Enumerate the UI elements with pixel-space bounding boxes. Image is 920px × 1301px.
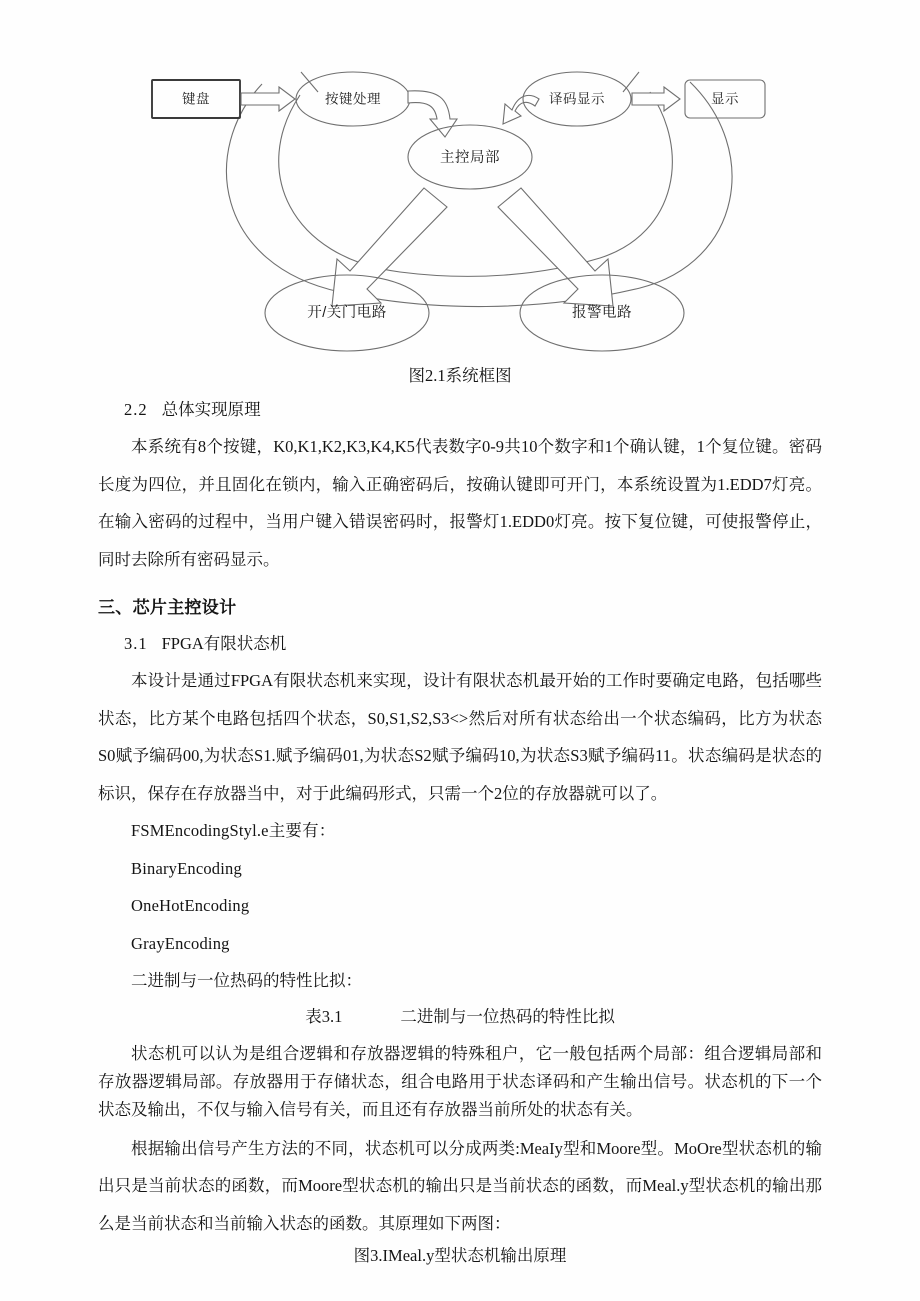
table-3-1-title: 二进制与一位热码的特性比拟 (400, 1006, 615, 1026)
arrow-keyboard-to-keyprocess (241, 87, 295, 111)
encoding-item-onehot: OneHotEncoding (131, 896, 250, 915)
arrow-maincontrol-to-doorcircuit (332, 188, 447, 306)
figure-2-1-caption: 图2.1系统框图 (408, 366, 512, 385)
outer-feedback-arc (226, 82, 732, 307)
table-3-1-caption (98, 1000, 822, 1034)
paragraph-2-2: 本系统有8个按键，K0,K1,K2,K3,K4,K5代表数字0-9共10个数字和1个确认键，1个复位键。密码长度为四位，并且固化在锁内，输入正确密码后，按确认键即可开门，本系统设置为1.EDD7灯亮。在输入密码的过程中，当用户键入错误密码时，报警灯1.EDD0灯亮。按下复位键，可使报警停止，同时去除所有密码显示。 (98, 437, 822, 569)
section-heading-2-2 (98, 394, 822, 426)
decodedisplay-label: 译码显示 (549, 91, 605, 107)
document-body (98, 362, 822, 1274)
inner-feedback-arc (279, 92, 673, 276)
encoding-item-gray: GrayEncoding (131, 933, 230, 953)
encoding-item-binary: BinaryEncoding (131, 858, 242, 878)
encoding-compare-intro: 二进制与一位热码的特性比拟： (131, 971, 362, 990)
keyprocess-label: 按键处理 (325, 91, 381, 107)
doorcircuit-label: 开/关门电路 (307, 304, 387, 321)
paragraph-mealy-moore: 根据输出信号产生方法的不同，状态机可以分成两类:MeaIy型和Moore型。MoOre型状态机的输出只是当前状态的函数，而Moore型状态机的输出只是当前状态的函数，而Meal.y型状态机的输出那么是当前状态和当前输入状态的函数。其原理如下两图： (98, 1138, 822, 1233)
section-heading-3-1 (98, 628, 822, 660)
tick-right (623, 72, 639, 92)
paragraph-3-1: 本设计是通过FPGA有限状态机来实现，设计有限状态机最开始的工作时要确定电路，包括哪些状态，比方某个电路包括四个状态，S0,S1,S2,S3<>然后对所有状态给出一个状态编码，比方为状态S0赋予编码00,为状态S1.赋予编码01,为状态S2赋予编码10,为状态S3赋予编码11。状态编码是状态的标识，保存在存放器当中，对于此编码形式，只需一个2位的存放器就可以了。 (98, 671, 822, 803)
section-number-2-2: 2.2 (124, 400, 148, 419)
display-label: 显示 (711, 91, 739, 107)
fsm-encoding-style-intro: FSMEncodingStyl.e主要有： (131, 821, 336, 840)
keyboard-label: 键盘 (182, 91, 210, 107)
tick-left (301, 72, 318, 92)
section-number-3-1: 3.1 (124, 634, 148, 653)
paragraph-fsm-definition: 状态机可以认为是组合逻辑和存放器逻辑的特殊租户，它一般包括两个局部：组合逻辑局部和存放器逻辑局部。存放器用于存储状态，组合电路用于状态译码和产生输出信号。状态机的下一个状态及输出，不仅与输入信号有关，而且还有存放器当前所处的状态有关。 (98, 1043, 822, 1119)
figure-3-1-caption: 图3.IMeal.y型状态机输出原理 (353, 1246, 567, 1265)
maincontrol-label: 主控局部 (440, 149, 500, 166)
chapter-heading-3: 三、芯片主控设计 (98, 598, 237, 617)
section-title-3-1: FPGA有限状态机 (161, 634, 287, 653)
figure-system-block-diagram (0, 0, 920, 355)
table-3-1-label: 表3.1 (305, 1006, 343, 1026)
arrow-maincontrol-to-alarmcircuit (498, 188, 613, 306)
system-block-diagram-svg (0, 0, 920, 355)
arrow-keyprocess-to-maincontrol (408, 91, 457, 137)
alarmcircuit-label: 报警电路 (572, 304, 632, 321)
arrow-maincontrol-to-decode (503, 95, 539, 124)
section-title-2-2: 总体实现原理 (161, 400, 261, 419)
arrow-decode-to-display (632, 87, 680, 111)
